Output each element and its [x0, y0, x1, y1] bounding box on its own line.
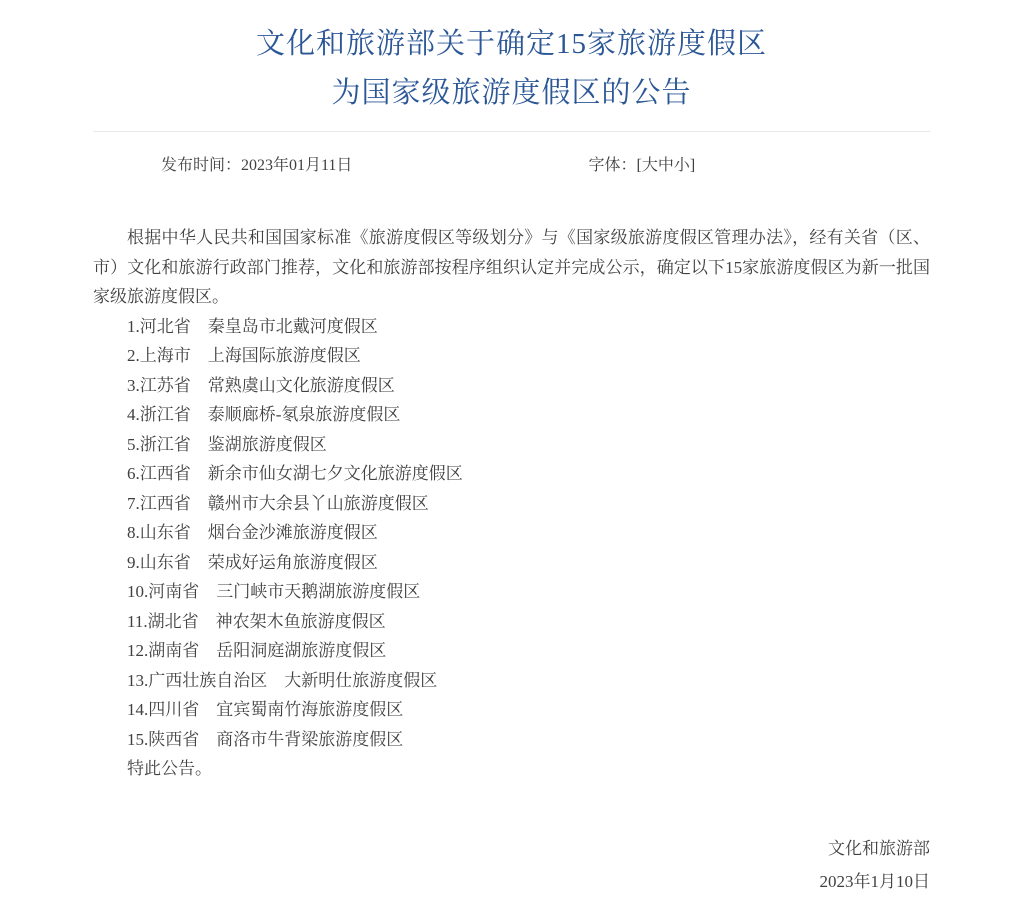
page-title-line-2: 为国家级旅游度假区的公告 [331, 77, 692, 109]
meta-row [93, 155, 930, 177]
resort-list-item: 5.浙江省 鉴湖旅游度假区 [127, 434, 327, 454]
resort-list-item: 3.江苏省 常熟虞山文化旅游度假区 [127, 375, 395, 395]
resort-list-item: 6.江西省 新余市仙女湖七夕文化旅游度假区 [127, 464, 463, 483]
signature-date: 2023年1月10日 [819, 871, 930, 891]
font-switcher [637, 157, 696, 174]
resort-list-item: 7.江西省 赣州市大余县丫山旅游度假区 [127, 493, 429, 513]
page-title-line-1: 文化和旅游部关于确定15家旅游度假区 [255, 28, 767, 60]
signature-issuer: 文化和旅游部 [828, 838, 930, 858]
resort-list-item: 9.山东省 荣成好运角旅游度假区 [127, 552, 378, 572]
publish-time [93, 155, 512, 177]
lead-paragraph: 根据中华人民共和国国家标准《旅游度假区等级划分》与《国家级旅游度假区管理办法》，经有关省（区、市）文化和旅游行政部门推荐，文化和旅游部按程序组织认定并完成公示，确定以下15家旅游度假区为新一批国家级旅游度假区。 [93, 228, 930, 306]
font-size-medium-button[interactable]: 中 [657, 157, 674, 174]
title-divider [93, 131, 930, 132]
resort-list-item: 13.广西壮族自治区 大新明仕旅游度假区 [127, 670, 438, 690]
resort-list-item: 8.山东省 烟台金沙滩旅游度假区 [127, 523, 378, 542]
font-size-large-button[interactable]: 大 [641, 157, 658, 174]
bracket-right: ] [689, 157, 696, 174]
publish-time-value: 2023年01月11日 [241, 157, 353, 174]
closing-statement: 特此公告。 [127, 759, 212, 778]
document-body [93, 223, 930, 784]
publish-time-label: 发布时间： [161, 157, 242, 174]
bracket-left: [ [636, 157, 642, 174]
page-title [93, 20, 930, 118]
resort-list-item: 4.浙江省 泰顺廊桥-氡泉旅游度假区 [127, 405, 401, 424]
font-size-label: 字体： [588, 157, 637, 174]
resort-list-item: 2.上海市 上海国际旅游度假区 [127, 346, 361, 365]
signature-block [93, 832, 930, 898]
resort-list-item: 15.陕西省 商洛市牛背梁旅游度假区 [127, 729, 404, 749]
resort-list-item: 14.四川省 宜宾蜀南竹海旅游度假区 [127, 700, 404, 719]
resort-list-item: 11.湖北省 神农架木鱼旅游度假区 [127, 611, 386, 631]
resort-list-item: 10.河南省 三门峡市天鹅湖旅游度假区 [127, 582, 421, 601]
font-size-small-button[interactable]: 小 [673, 157, 690, 174]
resort-list [93, 312, 930, 755]
content-column [93, 0, 930, 898]
resort-list-item: 12.湖南省 岳阳洞庭湖旅游度假区 [127, 641, 387, 660]
resort-list-item: 1.河北省 秦皇岛市北戴河度假区 [127, 316, 378, 336]
font-size-control [512, 155, 931, 177]
